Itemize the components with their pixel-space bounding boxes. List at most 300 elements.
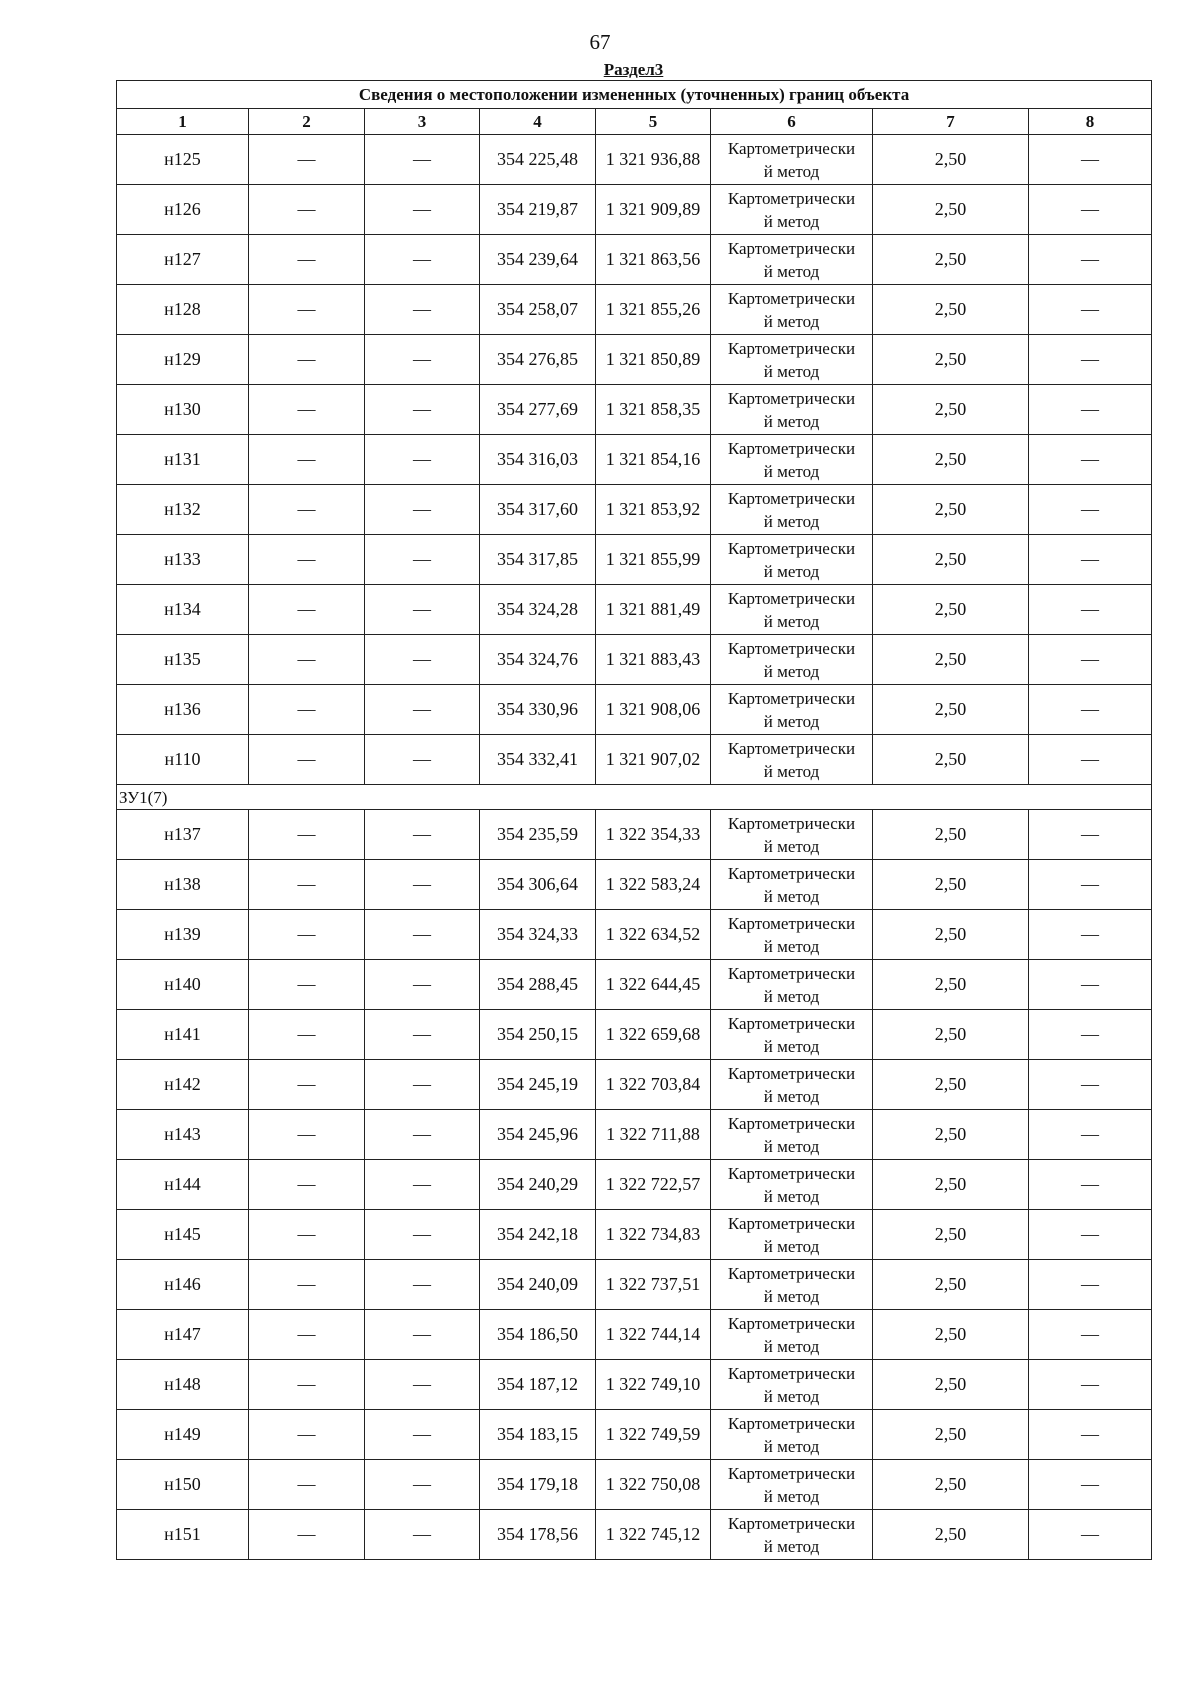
method-line-2: й метод [763,361,820,381]
column-2-cell: — [249,1310,365,1360]
column-2-cell: — [249,135,365,185]
column-2-cell: — [249,335,365,385]
coordinate-x-cell: 354 324,33 [480,910,596,960]
method-cell [711,435,873,485]
accuracy-cell: 2,50 [873,860,1029,910]
coordinate-y-cell: 1 322 734,83 [596,1210,711,1260]
table-row [117,485,1152,535]
method-line-1: Картометрически [727,1013,856,1033]
accuracy-cell: 2,50 [873,1060,1029,1110]
accuracy-cell: 2,50 [873,585,1029,635]
column-3-cell: — [365,535,480,585]
column-8-cell: — [1029,585,1152,635]
column-number-3: 3 [365,109,480,135]
method-line-2: й метод [763,836,820,856]
method-cell [711,1160,873,1210]
column-3-cell: — [365,735,480,785]
table-row [117,1510,1152,1560]
coordinate-y-cell: 1 321 907,02 [596,735,711,785]
table-row [117,585,1152,635]
column-3-cell: — [365,1010,480,1060]
table-row [117,1060,1152,1110]
coordinate-x-cell: 354 179,18 [480,1460,596,1510]
table-row [117,1210,1152,1260]
column-8-cell: — [1029,385,1152,435]
accuracy-cell: 2,50 [873,435,1029,485]
accuracy-cell: 2,50 [873,485,1029,535]
coordinate-y-cell: 1 322 737,51 [596,1260,711,1310]
column-2-cell: — [249,1210,365,1260]
point-name-cell: н138 [117,860,249,910]
column-8-cell: — [1029,1260,1152,1310]
table-row [117,1110,1152,1160]
column-3-cell: — [365,1210,480,1260]
point-name-cell: н145 [117,1210,249,1260]
table-caption-row [117,81,1152,109]
method-line-1: Картометрически [727,738,856,758]
method-line-2: й метод [763,1536,820,1556]
column-8-cell: — [1029,235,1152,285]
coordinate-x-cell: 354 250,15 [480,1010,596,1060]
method-line-2: й метод [763,711,820,731]
method-line-1: Картометрически [727,863,856,883]
column-number-2: 2 [249,109,365,135]
accuracy-cell: 2,50 [873,385,1029,435]
column-3-cell: — [365,1510,480,1560]
page-number: 67 [589,30,611,54]
method-line-1: Картометрически [727,1113,856,1133]
method-line-1: Картометрически [727,388,856,408]
table-row [117,385,1152,435]
method-line-1: Картометрически [727,288,856,308]
accuracy-cell: 2,50 [873,135,1029,185]
method-cell [711,810,873,860]
method-cell [711,385,873,435]
column-8-cell: — [1029,810,1152,860]
method-line-2: й метод [763,461,820,481]
coordinate-x-cell: 354 235,59 [480,810,596,860]
table-row [117,235,1152,285]
column-3-cell: — [365,335,480,385]
method-line-1: Картометрически [727,1513,856,1533]
table-row [117,135,1152,185]
method-line-2: й метод [763,1236,820,1256]
method-line-2: й метод [763,511,820,531]
column-2-cell: — [249,1260,365,1310]
coordinate-x-cell: 354 245,96 [480,1110,596,1160]
method-line-2: й метод [763,1086,820,1106]
coordinate-y-cell: 1 322 749,10 [596,1360,711,1410]
column-2-cell: — [249,485,365,535]
column-number-6: 6 [711,109,873,135]
point-name-cell: н148 [117,1360,249,1410]
column-2-cell: — [249,235,365,285]
coordinate-y-cell: 1 322 750,08 [596,1460,711,1510]
column-3-cell: — [365,585,480,635]
coordinate-y-cell: 1 322 659,68 [596,1010,711,1060]
point-name-cell: н143 [117,1110,249,1160]
coordinate-y-cell: 1 322 583,24 [596,860,711,910]
accuracy-cell: 2,50 [873,1110,1029,1160]
method-cell [711,1510,873,1560]
method-line-2: й метод [763,1186,820,1206]
method-cell [711,1410,873,1460]
table-row [117,860,1152,910]
coordinate-y-cell: 1 322 644,45 [596,960,711,1010]
point-name-cell: н135 [117,635,249,685]
method-line-2: й метод [763,561,820,581]
point-name-cell: н126 [117,185,249,235]
method-line-2: й метод [763,1336,820,1356]
column-8-cell: — [1029,635,1152,685]
column-3-cell: — [365,1060,480,1110]
method-line-1: Картометрически [727,638,856,658]
method-cell [711,960,873,1010]
column-3-cell: — [365,285,480,335]
table-row [117,960,1152,1010]
method-line-2: й метод [763,1136,820,1156]
point-name-cell: н147 [117,1310,249,1360]
accuracy-cell: 2,50 [873,1460,1029,1510]
coordinates-table [116,80,1152,1560]
column-8-cell: — [1029,1160,1152,1210]
coordinate-x-cell: 354 306,64 [480,860,596,910]
group-label: ЗУ1(7) [117,785,1152,810]
method-cell [711,910,873,960]
column-number-1: 1 [117,109,249,135]
coordinate-x-cell: 354 183,15 [480,1410,596,1460]
column-2-cell: — [249,910,365,960]
column-2-cell: — [249,535,365,585]
method-cell [711,1210,873,1260]
accuracy-cell: 2,50 [873,810,1029,860]
column-8-cell: — [1029,135,1152,185]
table-row [117,285,1152,335]
column-2-cell: — [249,685,365,735]
accuracy-cell: 2,50 [873,285,1029,335]
method-line-1: Картометрически [727,488,856,508]
column-8-cell: — [1029,185,1152,235]
table-row [117,1010,1152,1060]
point-name-cell: н131 [117,435,249,485]
method-cell [711,235,873,285]
column-8-cell: — [1029,1060,1152,1110]
method-cell [711,535,873,585]
column-number-7: 7 [873,109,1029,135]
column-3-cell: — [365,685,480,735]
column-3-cell: — [365,860,480,910]
method-cell [711,1310,873,1360]
column-2-cell: — [249,435,365,485]
method-cell [711,285,873,335]
method-line-1: Картометрически [727,1463,856,1483]
method-cell [711,485,873,535]
method-line-2: й метод [763,1036,820,1056]
accuracy-cell: 2,50 [873,1210,1029,1260]
column-2-cell: — [249,810,365,860]
point-name-cell: н146 [117,1260,249,1310]
method-cell [711,1110,873,1160]
point-name-cell: н110 [117,735,249,785]
column-8-cell: — [1029,1460,1152,1510]
column-2-cell: — [249,185,365,235]
coordinate-x-cell: 354 219,87 [480,185,596,235]
coordinate-y-cell: 1 322 354,33 [596,810,711,860]
column-3-cell: — [365,1160,480,1210]
column-8-cell: — [1029,485,1152,535]
accuracy-cell: 2,50 [873,1010,1029,1060]
method-line-1: Картометрически [727,138,856,158]
method-line-2: й метод [763,761,820,781]
coordinate-x-cell: 354 316,03 [480,435,596,485]
method-line-2: й метод [763,661,820,681]
table-row [117,335,1152,385]
coordinate-x-cell: 354 245,19 [480,1060,596,1110]
coordinate-x-cell: 354 277,69 [480,385,596,435]
point-name-cell: н127 [117,235,249,285]
accuracy-cell: 2,50 [873,685,1029,735]
column-3-cell: — [365,435,480,485]
table-row [117,1310,1152,1360]
column-2-cell: — [249,1410,365,1460]
column-8-cell: — [1029,285,1152,335]
method-line-2: й метод [763,611,820,631]
point-name-cell: н151 [117,1510,249,1560]
column-2-cell: — [249,635,365,685]
method-cell [711,860,873,910]
table-row [117,1460,1152,1510]
column-3-cell: — [365,235,480,285]
method-cell [711,1260,873,1310]
coordinate-y-cell: 1 321 855,26 [596,285,711,335]
coordinate-y-cell: 1 321 850,89 [596,335,711,385]
coordinate-x-cell: 354 332,41 [480,735,596,785]
coordinate-x-cell: 354 240,09 [480,1260,596,1310]
coordinate-x-cell: 354 240,29 [480,1160,596,1210]
coordinate-y-cell: 1 322 749,59 [596,1410,711,1460]
column-2-cell: — [249,585,365,635]
table-row [117,1410,1152,1460]
accuracy-cell: 2,50 [873,960,1029,1010]
method-line-1: Картометрически [727,963,856,983]
method-cell [711,735,873,785]
method-line-2: й метод [763,411,820,431]
coordinate-y-cell: 1 321 855,99 [596,535,711,585]
coordinate-y-cell: 1 322 745,12 [596,1510,711,1560]
column-8-cell: — [1029,1110,1152,1160]
accuracy-cell: 2,50 [873,185,1029,235]
column-3-cell: — [365,485,480,535]
point-name-cell: н134 [117,585,249,635]
column-2-cell: — [249,1010,365,1060]
method-line-2: й метод [763,261,820,281]
point-name-cell: н140 [117,960,249,1010]
table-row [117,1160,1152,1210]
column-2-cell: — [249,860,365,910]
method-line-1: Картометрически [727,588,856,608]
column-8-cell: — [1029,1210,1152,1260]
point-name-cell: н125 [117,135,249,185]
column-3-cell: — [365,810,480,860]
method-line-2: й метод [763,1486,820,1506]
method-cell [711,1010,873,1060]
coordinate-x-cell: 354 317,85 [480,535,596,585]
column-3-cell: — [365,1410,480,1460]
coordinate-x-cell: 354 186,50 [480,1310,596,1360]
method-line-2: й метод [763,1386,820,1406]
column-8-cell: — [1029,1360,1152,1410]
coordinate-y-cell: 1 321 858,35 [596,385,711,435]
column-3-cell: — [365,635,480,685]
column-3-cell: — [365,910,480,960]
method-line-1: Картометрически [727,238,856,258]
point-name-cell: н132 [117,485,249,535]
coordinate-y-cell: 1 322 711,88 [596,1110,711,1160]
column-numbers-row [117,109,1152,135]
method-line-2: й метод [763,1286,820,1306]
method-cell [711,1060,873,1110]
column-3-cell: — [365,135,480,185]
point-name-cell: н144 [117,1160,249,1210]
coordinate-x-cell: 354 187,12 [480,1360,596,1410]
method-line-2: й метод [763,886,820,906]
point-name-cell: н129 [117,335,249,385]
section-title: Раздел3 [603,60,664,79]
method-line-1: Картометрически [727,538,856,558]
method-line-1: Картометрически [727,913,856,933]
coordinate-y-cell: 1 321 908,06 [596,685,711,735]
accuracy-cell: 2,50 [873,335,1029,385]
column-3-cell: — [365,1260,480,1310]
coordinate-y-cell: 1 322 703,84 [596,1060,711,1110]
coordinate-y-cell: 1 321 936,88 [596,135,711,185]
point-name-cell: н149 [117,1410,249,1460]
column-8-cell: — [1029,1010,1152,1060]
coordinate-x-cell: 354 239,64 [480,235,596,285]
column-8-cell: — [1029,735,1152,785]
method-cell [711,585,873,635]
accuracy-cell: 2,50 [873,635,1029,685]
accuracy-cell: 2,50 [873,1160,1029,1210]
table-row [117,635,1152,685]
coordinate-x-cell: 354 330,96 [480,685,596,735]
method-line-1: Картометрически [727,1063,856,1083]
coordinate-x-cell: 354 288,45 [480,960,596,1010]
column-8-cell: — [1029,1410,1152,1460]
coordinate-y-cell: 1 321 853,92 [596,485,711,535]
table-row [117,1260,1152,1310]
point-name-cell: н137 [117,810,249,860]
accuracy-cell: 2,50 [873,1310,1029,1360]
coordinate-y-cell: 1 321 909,89 [596,185,711,235]
column-8-cell: — [1029,910,1152,960]
point-name-cell: н139 [117,910,249,960]
column-2-cell: — [249,1110,365,1160]
column-3-cell: — [365,1460,480,1510]
coordinate-y-cell: 1 322 634,52 [596,910,711,960]
method-line-2: й метод [763,1436,820,1456]
coordinate-y-cell: 1 321 854,16 [596,435,711,485]
column-2-cell: — [249,1360,365,1410]
method-cell [711,685,873,735]
column-2-cell: — [249,1460,365,1510]
column-8-cell: — [1029,1310,1152,1360]
method-line-1: Картометрически [727,188,856,208]
group-header-row [117,785,1152,810]
method-line-2: й метод [763,211,820,231]
column-8-cell: — [1029,1510,1152,1560]
method-cell [711,1460,873,1510]
column-2-cell: — [249,1160,365,1210]
method-line-1: Картометрически [727,813,856,833]
point-name-cell: н141 [117,1010,249,1060]
coordinate-x-cell: 354 317,60 [480,485,596,535]
coordinate-y-cell: 1 321 863,56 [596,235,711,285]
coordinate-x-cell: 354 178,56 [480,1510,596,1560]
column-number-5: 5 [596,109,711,135]
table-row [117,535,1152,585]
column-3-cell: — [365,1310,480,1360]
accuracy-cell: 2,50 [873,735,1029,785]
coordinate-y-cell: 1 322 744,14 [596,1310,711,1360]
accuracy-cell: 2,50 [873,235,1029,285]
method-line-2: й метод [763,161,820,181]
method-line-2: й метод [763,936,820,956]
column-2-cell: — [249,735,365,785]
column-number-8: 8 [1029,109,1152,135]
method-cell [711,1360,873,1410]
accuracy-cell: 2,50 [873,1360,1029,1410]
coordinate-x-cell: 354 324,28 [480,585,596,635]
method-line-1: Картометрически [727,1213,856,1233]
method-cell [711,335,873,385]
coordinate-x-cell: 354 324,76 [480,635,596,685]
column-3-cell: — [365,1360,480,1410]
accuracy-cell: 2,50 [873,535,1029,585]
column-8-cell: — [1029,685,1152,735]
method-line-1: Картометрически [727,1163,856,1183]
method-line-1: Картометрически [727,688,856,708]
coordinate-y-cell: 1 321 881,49 [596,585,711,635]
accuracy-cell: 2,50 [873,910,1029,960]
accuracy-cell: 2,50 [873,1260,1029,1310]
point-name-cell: н150 [117,1460,249,1510]
column-2-cell: — [249,385,365,435]
method-line-1: Картометрически [727,438,856,458]
method-line-1: Картометрически [727,1413,856,1433]
accuracy-cell: 2,50 [873,1510,1029,1560]
column-3-cell: — [365,385,480,435]
method-line-1: Картометрически [727,1313,856,1333]
column-8-cell: — [1029,435,1152,485]
table-row [117,685,1152,735]
method-cell [711,135,873,185]
method-line-2: й метод [763,311,820,331]
table-row [117,435,1152,485]
method-cell [711,635,873,685]
table-row [117,1360,1152,1410]
table-caption: Сведения о местоположении измененных (уточненных) границ объекта [117,81,1152,109]
column-3-cell: — [365,185,480,235]
column-2-cell: — [249,960,365,1010]
accuracy-cell: 2,50 [873,1410,1029,1460]
column-2-cell: — [249,285,365,335]
column-8-cell: — [1029,960,1152,1010]
point-name-cell: н133 [117,535,249,585]
method-line-1: Картометрически [727,1263,856,1283]
coordinate-y-cell: 1 321 883,43 [596,635,711,685]
point-name-cell: н128 [117,285,249,335]
